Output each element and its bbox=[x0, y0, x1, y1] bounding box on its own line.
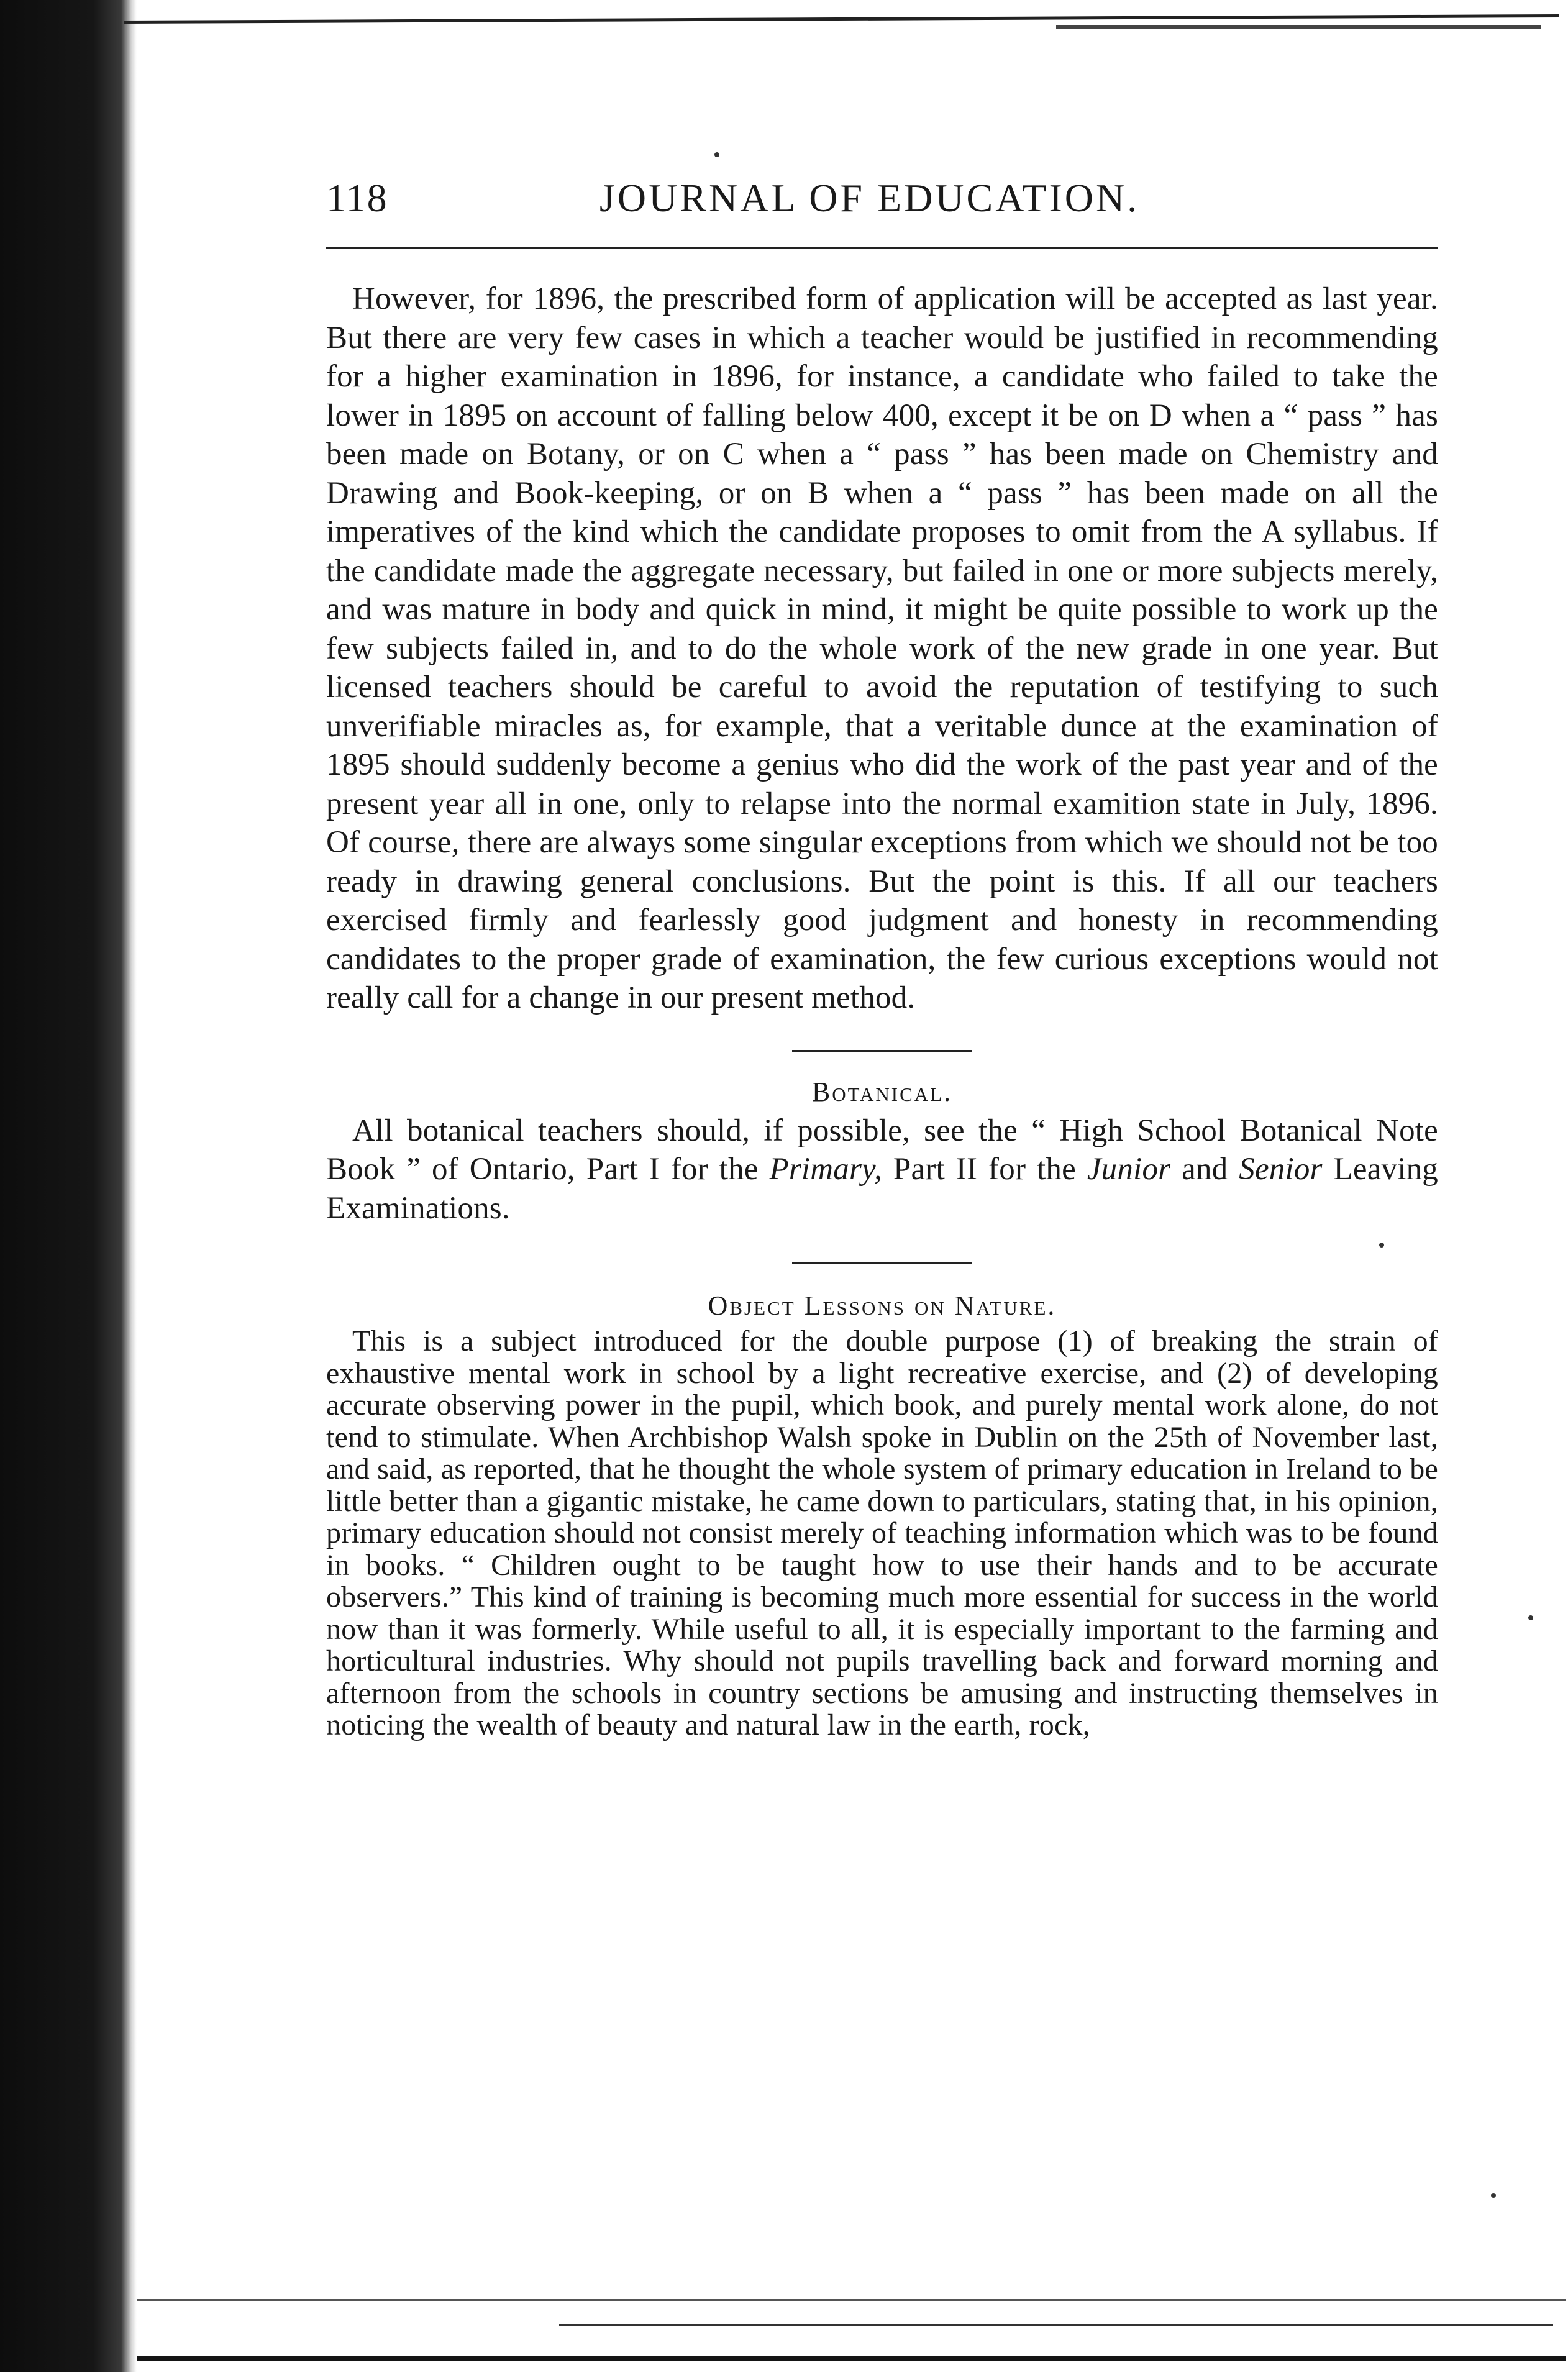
page-number: 118 bbox=[326, 176, 388, 220]
section-heading-botanical: Botanical. bbox=[811, 1076, 953, 1107]
section-heading-object-lessons: Object Lessons on Nature. bbox=[708, 1290, 1057, 1321]
ink-speck bbox=[714, 152, 719, 157]
section-divider bbox=[792, 1262, 972, 1264]
paragraph-teacher-recommendations: However, for 1896, the prescribed form of application will be accepted as last year. But there are very few cases in which a teacher would be justified in recommending for a higher examination in 1896, for instance, a candidate who failed to take the lower in 1895 on account of falling below 400, except it be on D when a “ pass ” has been made on Botany, or on C when a “ pass ” has been made on Chemistry and Drawing and Book-keeping, or on B when a “ pass ” has been made on all the imperatives of the kind which the candidate proposes to omit from the A syllabus. If the candidate made the aggregate necessary, but failed in one or more subjects merely, and was mature in body and quick in mind, it might be quite possible to work up the few subjects failed in, and to do the whole work of the new grade in one year. But licensed teachers should be careful to avoid the reputation of testifying to such unverifiable miracles as, for example, that a veritable dunce at the examination of 1895 should suddenly become a genius who did the work of the past year and of the present year all in one, only to relapse into the normal examition state in July, 1896. Of course, there are always some singular exceptions from which we should not be too ready in drawing general conclusions. But the point is this. If all our teachers exercised firmly and fearlessly good judgment and honesty in recommending candidates to the proper grade of examination, the few curious exceptions would not really call for a change in our present method. bbox=[326, 281, 1438, 1015]
running-title: JOURNAL OF EDUCATION. bbox=[599, 176, 1140, 220]
page-bottom-edge-mark bbox=[559, 2324, 1553, 2326]
botanical-text-1: All botanical teachers should, if possible, see the “ High School Botanical Note Book ” of Ontario, Part I for the bbox=[326, 1113, 1438, 1187]
botanical-primary: Primary, bbox=[769, 1152, 883, 1187]
ink-speck bbox=[1491, 2193, 1496, 2198]
botanical-junior: Junior bbox=[1087, 1152, 1171, 1187]
page-body bbox=[326, 280, 1438, 1741]
page-header bbox=[326, 175, 1435, 231]
page-top-edge-mark bbox=[1056, 25, 1541, 29]
paragraph-botanical bbox=[326, 1111, 1438, 1228]
page-bottom-edge bbox=[137, 2299, 1566, 2361]
paragraph-object-lessons: This is a subject introduced for the double purpose (1) of breaking the strain of exhaustive mental work in school by a light recreative exercise, and (2) of developing accurate observing power in the pupil, which book, and purely mental work alone, do not tend to stimulate. When Archbishop Walsh spoke in Dublin on the 25th of November last, and said, as reported, that he thought the whole system of primary education in Ireland to be little better than a gigantic mistake, he came down to particulars, stating that, in his opinion, primary education should not consist merely of teaching information which was to be found in books. “ Children ought to be taught how to use their hands and to be accurate observers.” This kind of training is becoming much more essential for success in the world now than it was formerly. While useful to all, it is especially important to the farming and horticultural industries. Why should not pupils travelling back and forward morning and afternoon from the schools in country sections be amusing and instructing themselves in noticing the wealth of beauty and natural law in the earth, rock, bbox=[326, 1325, 1438, 1741]
botanical-text-4: Leaving Examinations. bbox=[326, 1152, 1439, 1226]
botanical-text-3: and bbox=[1170, 1152, 1239, 1187]
book-binding-shadow bbox=[0, 0, 137, 2372]
section-divider bbox=[792, 1050, 972, 1052]
ink-speck bbox=[1528, 1615, 1533, 1620]
botanical-text-2: Part II for the bbox=[882, 1152, 1087, 1187]
botanical-senior: Senior bbox=[1239, 1152, 1323, 1187]
header-rule bbox=[326, 247, 1438, 249]
